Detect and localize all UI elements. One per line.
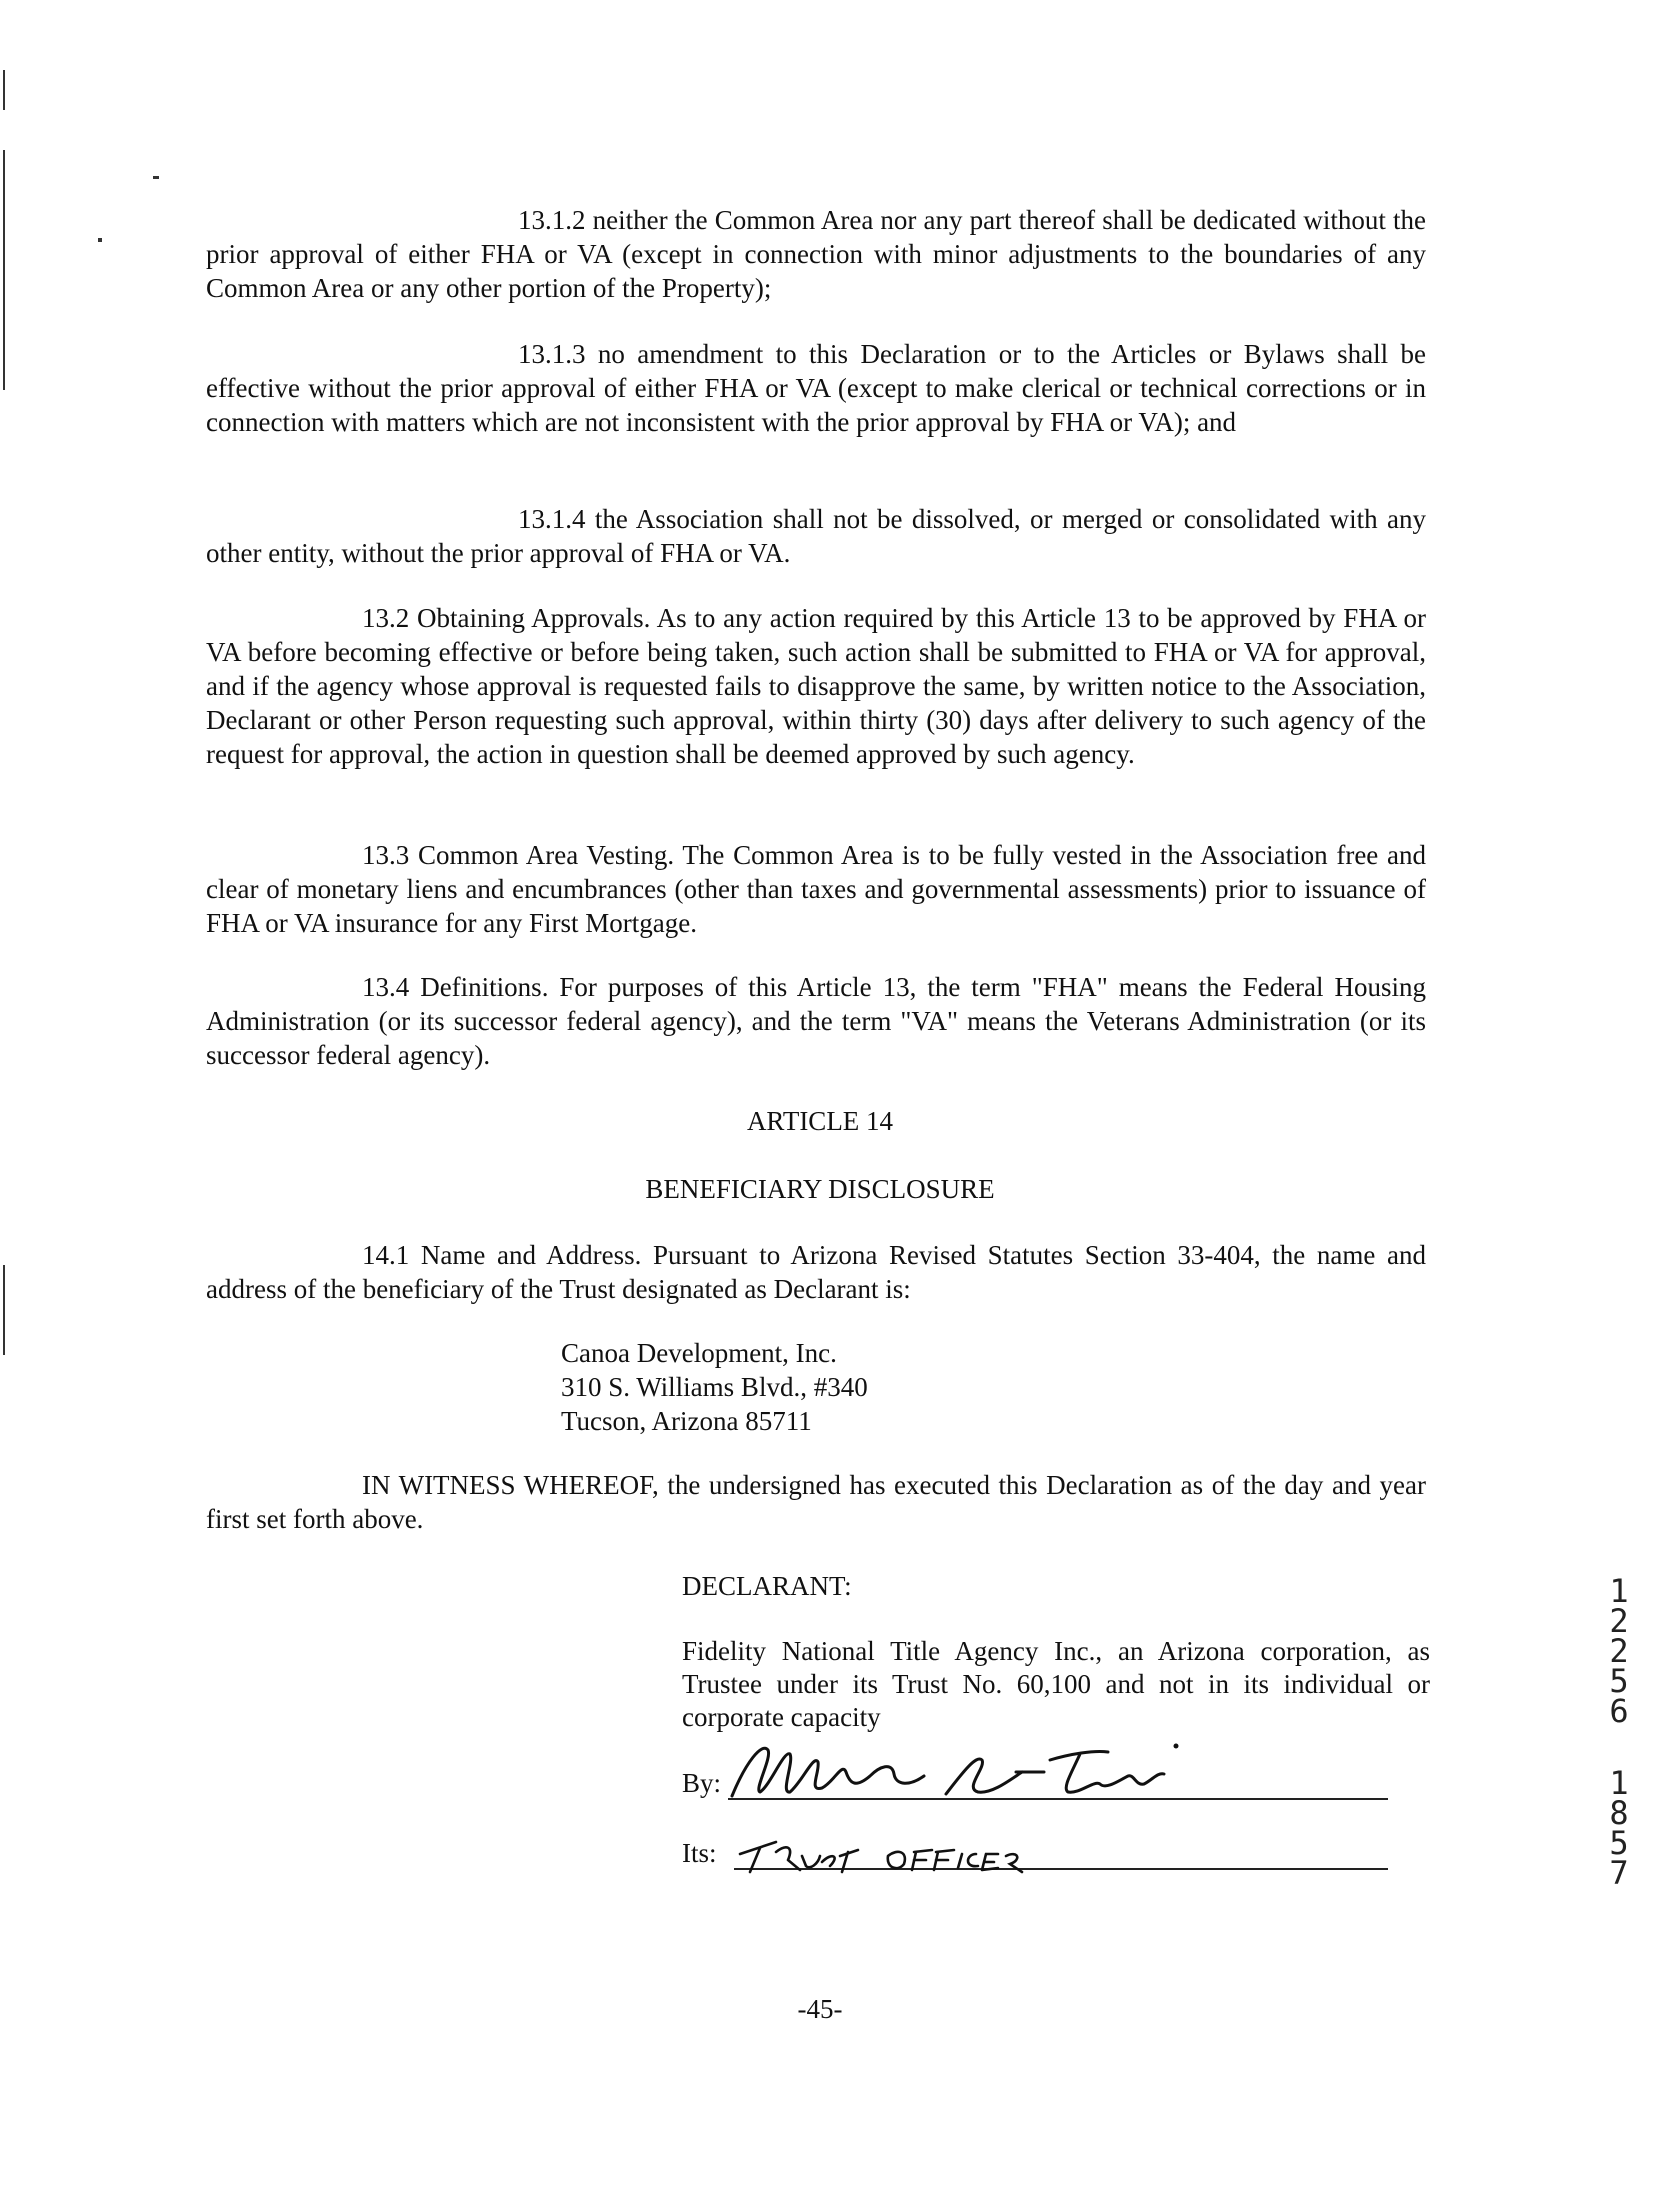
stamp-digit: 6 — [1609, 1692, 1629, 1730]
paragraph-13-4: 13.4 Definitions. For purposes of this Article 13, the term "FHA" means the Federal Housing Administration (or its successor federal agency), and the term "VA" means the Veterans Administration (or its successor federal agency). — [206, 972, 1426, 1070]
page-number: -45- — [797, 1994, 843, 2024]
stamp-digit: 1 — [1609, 1572, 1629, 1610]
article-title: BENEFICIARY DISCLOSURE — [645, 1174, 995, 1204]
paragraph-13-1-2: 13.1.2 neither the Common Area nor any part thereof shall be dedicated without the prior approval of either FHA or VA (except in connection with minor adjustments to the boundaries of any Common Area or any other portion of the Property); — [206, 205, 1426, 303]
stamp-digit: 1 — [1609, 1764, 1629, 1802]
paragraph-13-1-3: 13.1.3 no amendment to this Declaration or to the Articles or Bylaws shall be effective without the prior approval of either FHA or VA (except to make clerical or technical corrections or in connection with matters which are not inconsistent with the prior approval by FHA or VA); and — [206, 339, 1426, 437]
stamp-digit: 5 — [1609, 1662, 1629, 1700]
article-heading: ARTICLE 14 — [746, 1106, 894, 1136]
stamp-digit: 8 — [1609, 1794, 1629, 1832]
stamp-digit: 7 — [1609, 1854, 1629, 1892]
scan-edge-mark — [3, 150, 5, 390]
handwritten-title — [736, 1820, 1056, 1880]
scan-edge-mark — [153, 176, 159, 179]
beneficiary-address — [561, 1336, 868, 1438]
scan-edge-mark — [3, 70, 5, 110]
stamp-digit: 5 — [1609, 1824, 1629, 1862]
paragraph-13-2: 13.2 Obtaining Approvals. As to any action required by this Article 13 to be approved by FHA or VA before becoming effective or before being taken, such action shall be submitted to FHA or VA for approval, and if the agency whose approval is requested fails to disapprove the same, by written notice to the Association, Declarant or other Person requesting such approval, within thirty (30) days after delivery to such agency of the request for approval, the action in question shall be deemed approved by such agency. — [206, 603, 1426, 769]
trustee-entity-text: Fidelity National Title Agency Inc., an Arizona corporation, as Trustee under its Trust No. 60,100 and not in its individual or corporate capacity — [682, 1636, 1430, 1732]
address-line: Canoa Development, Inc. — [561, 1338, 837, 1368]
its-label: Its: — [682, 1838, 717, 1868]
paragraph-13-3: 13.3 Common Area Vesting. The Common Area is to be fully vested in the Association free and clear of monetary liens and encumbrances (other than taxes and governmental assessments) prior to issuance of FHA or VA insurance for any First Mortgage. — [206, 840, 1426, 938]
by-label: By: — [682, 1768, 722, 1798]
stamp-digit: 2 — [1609, 1632, 1629, 1670]
stamp-digit: 2 — [1609, 1602, 1629, 1640]
scan-edge-mark — [98, 238, 102, 242]
address-line: 310 S. Williams Blvd., #340 — [561, 1372, 868, 1402]
witness-paragraph: IN WITNESS WHEREOF, the undersigned has executed this Declaration as of the day and year first set forth above. — [206, 1470, 1426, 1534]
scan-edge-mark — [3, 1265, 5, 1355]
paragraph-14-1: 14.1 Name and Address. Pursuant to Arizona Revised Statutes Section 33-404, the name and address of the beneficiary of the Trust designated as Declarant is: — [206, 1240, 1426, 1304]
declarant-label: DECLARANT: — [682, 1571, 852, 1601]
handwritten-signature — [724, 1732, 1204, 1812]
paragraph-13-1-4: 13.1.4 the Association shall not be dissolved, or merged or consolidated with any other entity, without the prior approval of FHA or VA. — [206, 504, 1426, 568]
address-line: Tucson, Arizona 85711 — [561, 1406, 812, 1436]
